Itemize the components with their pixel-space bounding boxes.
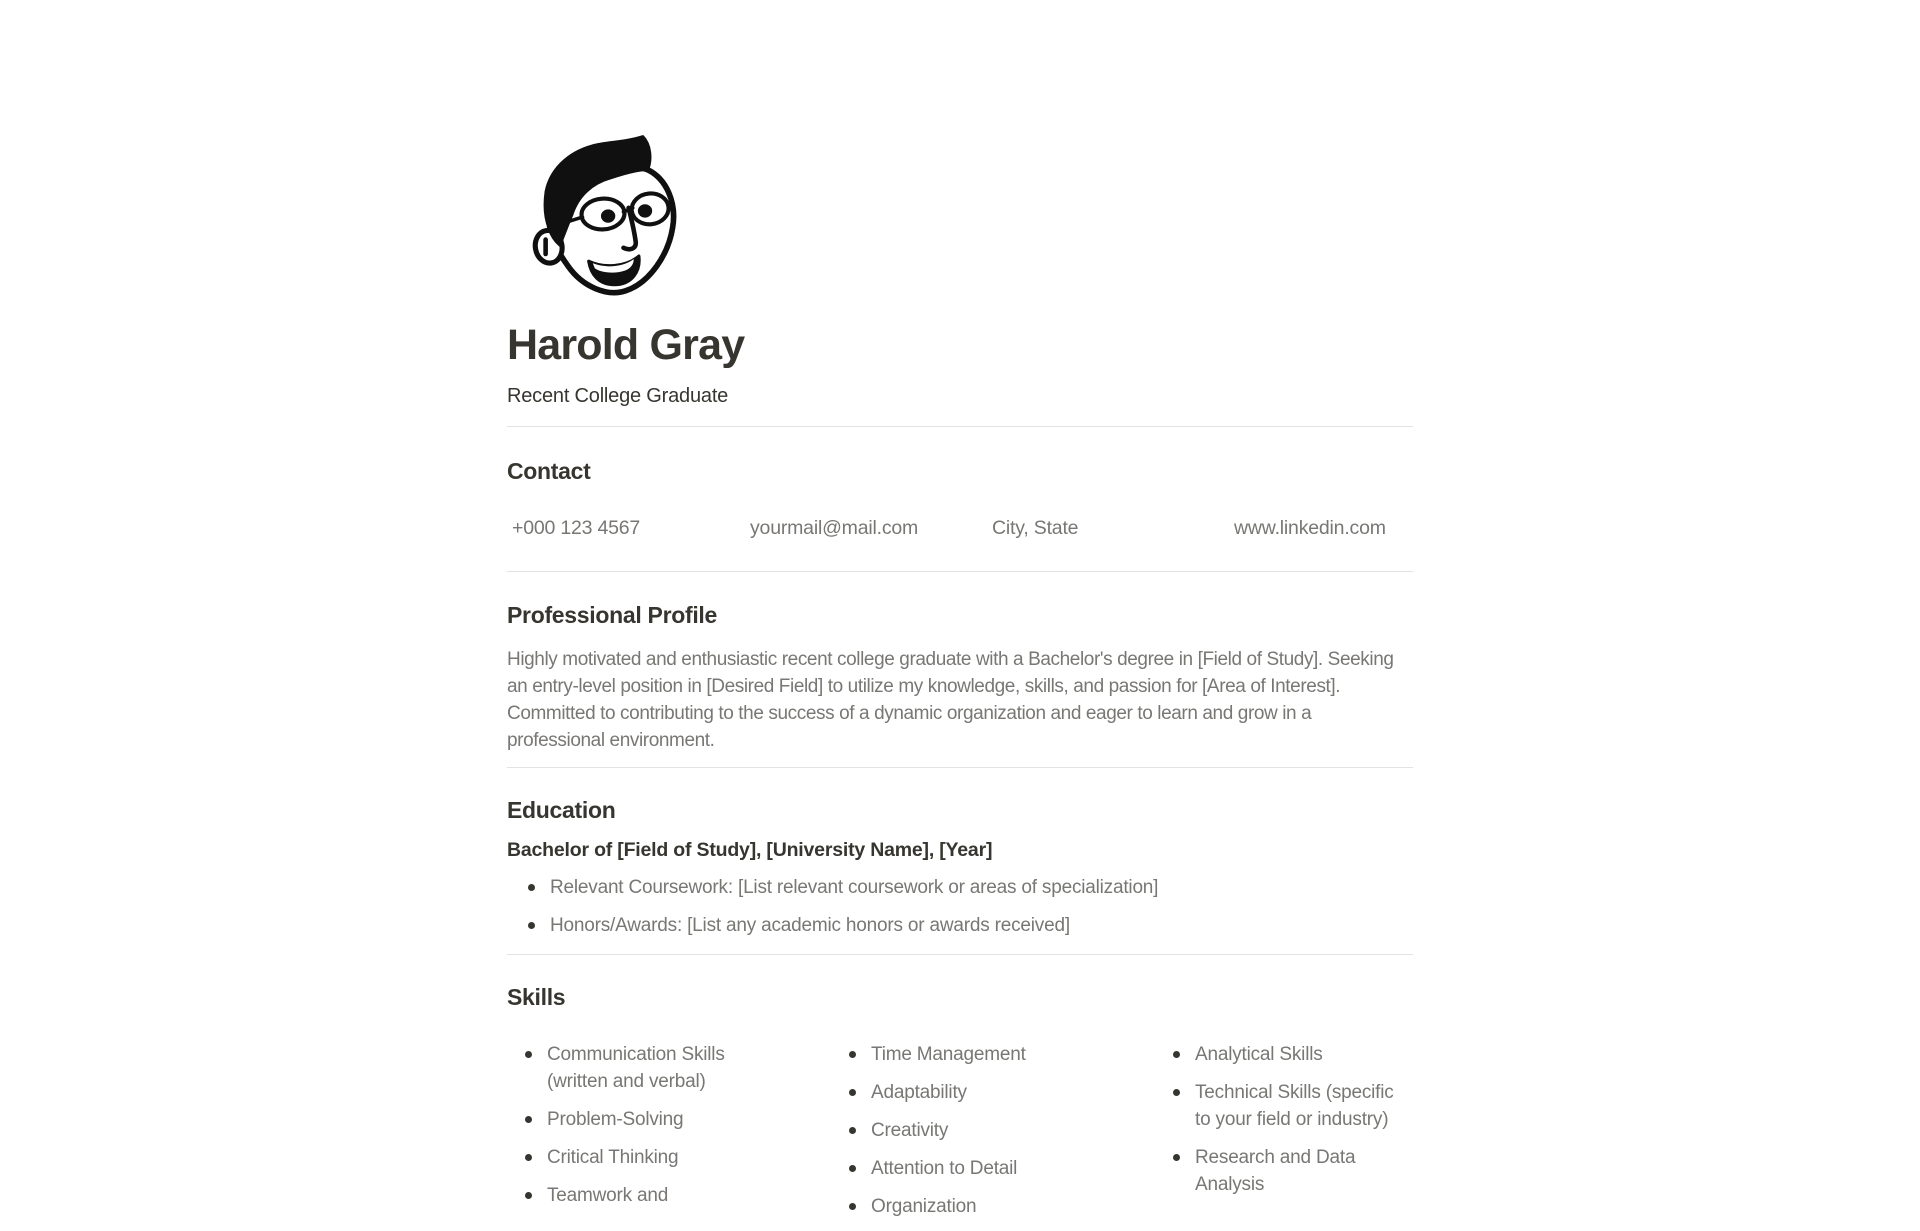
list-item: Organization [848, 1193, 1089, 1220]
contact-section [507, 455, 1413, 542]
contact-location: City, State [992, 517, 1079, 539]
professional-profile-text: Highly motivated and enthusiastic recent college graduate with a Bachelor's degree in [Field of Study]. Seeking an entry-level position in [Desired Field] to utilize my knowledge, skills, and passion for [Area of Interest]. Committed to contributing to the success of a dynamic organization and eager to learn and grow in a professional environment. [507, 649, 1394, 751]
education-section [507, 794, 1413, 939]
list-item: Time Management [848, 1041, 1089, 1068]
education-list [527, 874, 1413, 939]
professional-profile-section [507, 599, 1413, 754]
list-item: Critical Thinking [524, 1144, 765, 1171]
resume-page [507, 0, 1413, 1231]
list-item: Analytical Skills [1172, 1041, 1413, 1068]
contact-phone: +000 123 4567 [512, 517, 641, 539]
list-item: Teamwork and [524, 1182, 765, 1209]
education-degree: Bachelor of [Field of Study], [University Name], [Year] [507, 839, 993, 861]
list-item: Research and Data Analysis [1172, 1144, 1413, 1198]
list-item: Communication Skills (written and verbal) [524, 1041, 765, 1095]
page-title: Harold Gray [507, 321, 745, 369]
list-item: Problem-Solving [524, 1106, 765, 1133]
list-item: Creativity [848, 1117, 1089, 1144]
list-item: Attention to Detail [848, 1155, 1089, 1182]
professional-profile-heading: Professional Profile [507, 602, 718, 628]
contact-grid [507, 515, 1413, 542]
list-item: Adaptability [848, 1079, 1089, 1106]
contact-email: yourmail@mail.com [750, 517, 919, 539]
page-subtitle: Recent College Graduate [507, 385, 729, 407]
list-item: Relevant Coursework: [List relevant coursework or areas of specialization] [527, 874, 1413, 901]
divider [507, 954, 1413, 955]
skills-column-2 [848, 1041, 1089, 1231]
education-heading: Education [507, 797, 616, 823]
divider [507, 767, 1413, 768]
skills-section [507, 981, 1413, 1231]
divider [507, 426, 1413, 427]
divider [507, 571, 1413, 572]
profile-avatar [527, 131, 679, 297]
man-with-glasses-illustration [527, 131, 679, 297]
contact-heading: Contact [507, 458, 591, 484]
contact-linkedin: www.linkedin.com [1234, 517, 1386, 539]
skills-heading: Skills [507, 984, 566, 1010]
skills-columns [507, 1041, 1413, 1231]
list-item: Honors/Awards: [List any academic honors or awards received] [527, 912, 1413, 939]
list-item: Technical Skills (specific to your field or industry) [1172, 1079, 1413, 1133]
skills-column-3 [1172, 1041, 1413, 1231]
skills-column-1 [524, 1041, 765, 1231]
